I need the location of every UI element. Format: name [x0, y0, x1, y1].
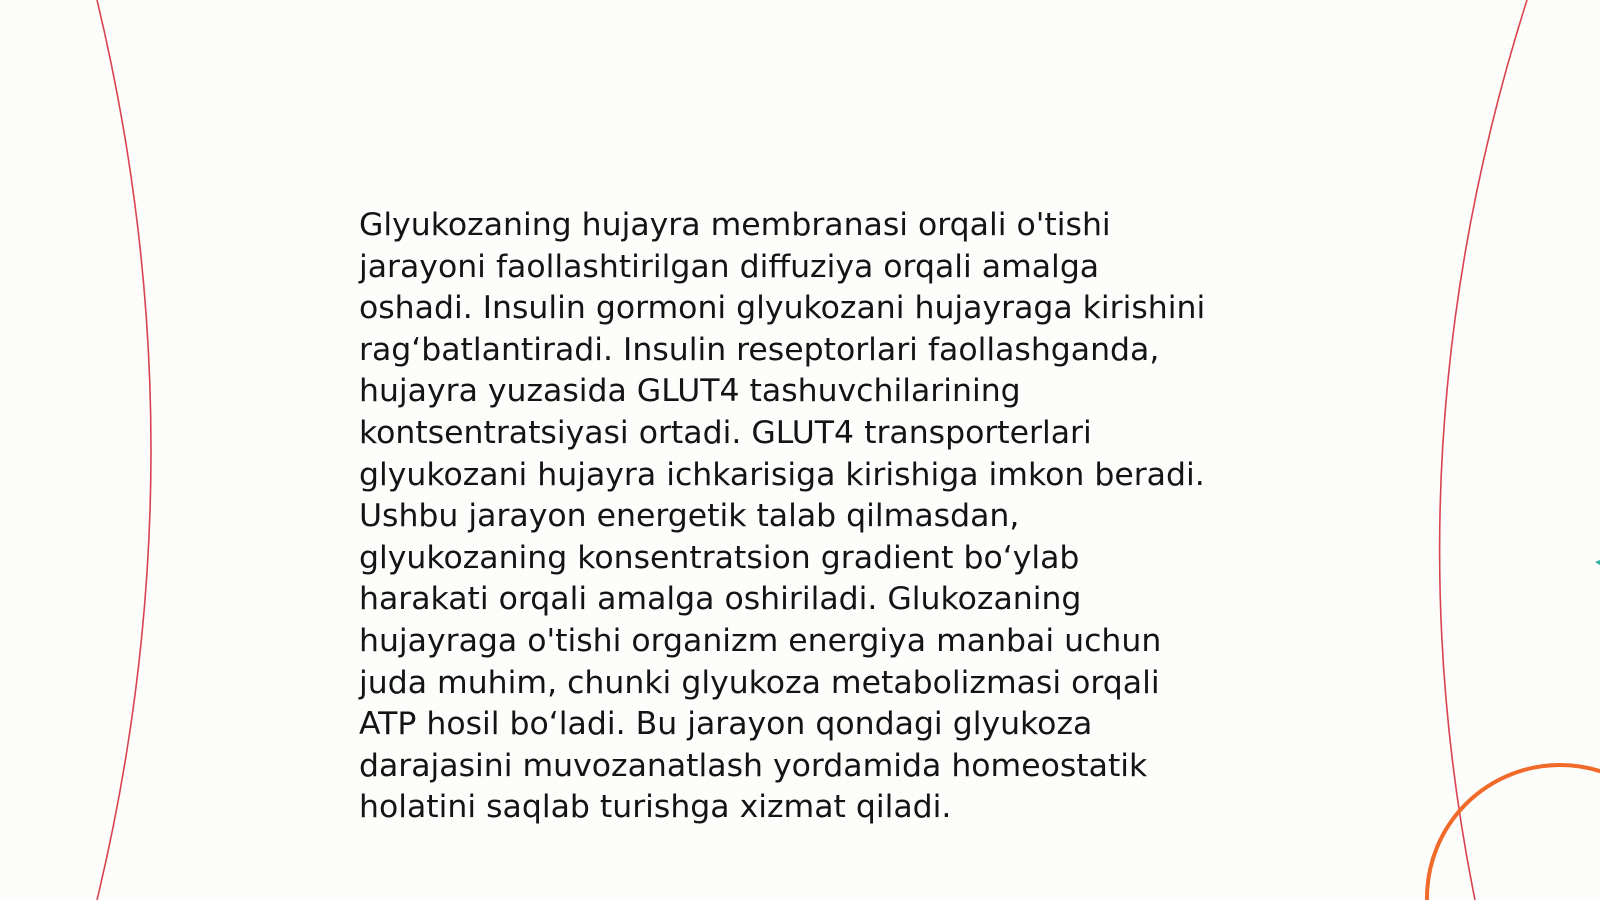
- orange-ring-shape: [1427, 765, 1600, 900]
- left-curve-line: [97, 0, 151, 900]
- right-curve-line: [1440, 0, 1527, 900]
- teal-accent-mark: [1595, 560, 1600, 565]
- slide-body-text: Glyukozaning hujayra membranasi orqali o'tishi jarayoni faollashtirilgan diffuziya orqali amalga oshadi. Insulin gormoni glyukozani hujayraga kirishini rag‘batlantiradi. Insulin reseptorlari faollashganda, hujayra yuzasida GLUT4 tashuvchilarining kontsentratsiyasi ortadi. GLUT4 transporterlari glyukozani hujayra ichkarisiga kirishiga imkon beradi. Ushbu jarayon energetik talab qilmasdan, glyukozaning konsentratsion gradient bo‘ylab harakati orqali amalga oshiriladi. Glukozaning hujayraga o'tishi organizm energiya manbai uchun juda muhim, chunki glyukoza metabolizmasi orqali ATP hosil bo‘ladi. Bu jarayon qondagi glyukoza darajasini muvozanatlash yordamida homeostatik holatini saqlab turishga xizmat qiladi.: [359, 207, 1206, 826]
